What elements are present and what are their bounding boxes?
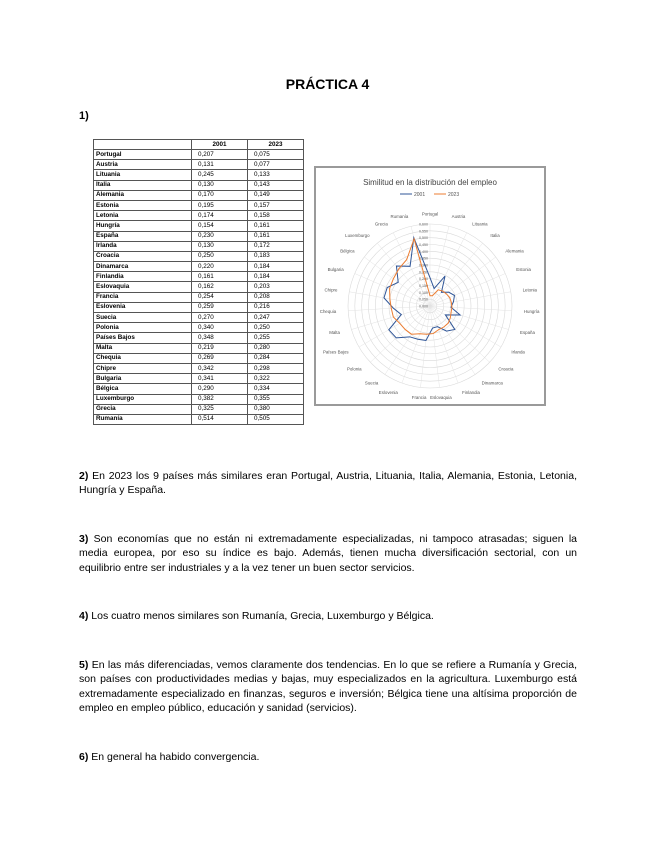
- value-2023-cell: 0,216: [248, 302, 304, 312]
- value-2001-cell: 0,250: [192, 251, 248, 261]
- value-2023-cell: 0,077: [248, 160, 304, 170]
- answer-2: [79, 469, 577, 498]
- value-2001-cell: 0,269: [192, 353, 248, 363]
- answer-text: En las más diferenciadas, vemos claramente dos tendencias. En lo que se refiere a Rumanía y Grecia, son países con productividades medias y bajas, muy especializados en la agricultura. Luxemburgo está extremadamente especializado en finanzas, seguros e inversión; Bélgica tiene una altísima proporción de empleo en empleo público, educación y sanidad (servicios).: [79, 659, 577, 715]
- value-2023-cell: 0,183: [248, 251, 304, 261]
- value-2023-cell: 0,505: [248, 414, 304, 424]
- answer-5: [79, 658, 577, 716]
- category-label: Portugal: [421, 211, 439, 217]
- category-label: Croacia: [498, 366, 514, 372]
- category-label: Grecia: [374, 221, 388, 227]
- category-label: Países Bajos: [322, 349, 349, 355]
- country-cell: Grecia: [94, 404, 192, 414]
- category-label: Irlanda: [511, 349, 525, 355]
- table-row: [94, 150, 304, 160]
- value-2001-cell: 0,325: [192, 404, 248, 414]
- value-2023-cell: 0,158: [248, 211, 304, 221]
- country-cell: Rumanía: [94, 414, 192, 424]
- table-row: [94, 200, 304, 210]
- country-cell: Suecia: [94, 313, 192, 323]
- answer-number: 2): [79, 470, 89, 482]
- value-2001-cell: 0,174: [192, 211, 248, 221]
- country-cell: Luxemburgo: [94, 394, 192, 404]
- table-row: [94, 241, 304, 251]
- axis-tick-label: 0,450: [419, 243, 428, 247]
- table-row: [94, 282, 304, 292]
- category-label: Hungría: [523, 308, 540, 314]
- country-cell: Irlanda: [94, 241, 192, 251]
- category-label: Eslovaquia: [430, 394, 452, 400]
- value-2023-cell: 0,284: [248, 353, 304, 363]
- answer-text: Son economías que no están ni extremadamente especializadas, ni tampoco atrasadas; siguen la media europea, por eso su índice es bajo. Además, tienen mucha diversificación sectorial, con un equilibrio entre ser industriales y a la vez tener un buen sector servicios.: [79, 533, 577, 574]
- table-row: [94, 313, 304, 323]
- category-label: España: [520, 329, 535, 335]
- header-country: [94, 140, 192, 150]
- value-2001-cell: 0,154: [192, 221, 248, 231]
- value-2001-cell: 0,207: [192, 150, 248, 160]
- category-label: Alemania: [505, 248, 524, 254]
- value-2001-cell: 0,170: [192, 190, 248, 200]
- category-label: Finlandia: [462, 389, 480, 395]
- value-2001-cell: 0,230: [192, 231, 248, 241]
- answer-number: 4): [79, 610, 89, 622]
- country-cell: España: [94, 231, 192, 241]
- table-row: [94, 211, 304, 221]
- value-2001-cell: 0,130: [192, 180, 248, 190]
- chart-title: Similitud en la distribución del empleo: [363, 178, 497, 187]
- country-cell: Austria: [94, 160, 192, 170]
- axis-tick-label: 0,500: [419, 236, 428, 241]
- value-2023-cell: 0,355: [248, 394, 304, 404]
- table-row: [94, 292, 304, 302]
- value-2001-cell: 0,131: [192, 160, 248, 170]
- spoke-line: [430, 306, 458, 383]
- value-2023-cell: 0,184: [248, 272, 304, 282]
- value-2001-cell: 0,342: [192, 363, 248, 373]
- value-2023-cell: 0,247: [248, 313, 304, 323]
- spoke-line: [351, 306, 430, 330]
- value-2001-cell: 0,220: [192, 262, 248, 272]
- table-row: [94, 353, 304, 363]
- value-2023-cell: 0,334: [248, 384, 304, 394]
- country-cell: Dinamarca: [94, 262, 192, 272]
- table-row: [94, 231, 304, 241]
- country-cell: Países Bajos: [94, 333, 192, 343]
- axis-tick-label: 0,100: [419, 290, 428, 295]
- axis-tick-label: 0,200: [419, 277, 428, 282]
- table-row: [94, 384, 304, 394]
- table-row: [94, 302, 304, 312]
- category-label: Suecia: [364, 380, 379, 386]
- axis-tick-label: 0,000: [419, 304, 428, 309]
- axis-tick-label: 0,400: [419, 249, 428, 254]
- page-title: PRÁCTICA 4: [285, 76, 370, 92]
- country-cell: Eslovenia: [94, 302, 192, 312]
- answer-text: Los cuatro menos similares son Rumanía, Grecia, Luxemburgo y Bélgica.: [91, 610, 434, 622]
- answer-number: 3): [79, 533, 89, 545]
- table-row: [94, 374, 304, 384]
- value-2001-cell: 0,162: [192, 282, 248, 292]
- value-2023-cell: 0,161: [248, 221, 304, 231]
- category-label: Bulgaria: [327, 267, 344, 273]
- value-2023-cell: 0,161: [248, 231, 304, 241]
- country-cell: Bulgaria: [94, 374, 192, 384]
- category-label: Chequia: [319, 308, 337, 314]
- axis-tick-label: 0,600: [419, 222, 428, 227]
- country-cell: Letonia: [94, 211, 192, 221]
- table-row: [94, 272, 304, 282]
- value-2001-cell: 0,382: [192, 394, 248, 404]
- value-2023-cell: 0,133: [248, 170, 304, 180]
- table-row: [94, 251, 304, 261]
- value-2001-cell: 0,270: [192, 313, 248, 323]
- legend-2001-label: 2001: [414, 192, 426, 198]
- answer-6: [79, 750, 577, 764]
- spoke-line: [402, 306, 430, 383]
- spoke-line: [430, 306, 509, 330]
- country-cell: Polonia: [94, 323, 192, 333]
- table-row: [94, 180, 304, 190]
- value-2023-cell: 0,380: [248, 404, 304, 414]
- country-cell: Bélgica: [94, 384, 192, 394]
- value-2001-cell: 0,348: [192, 333, 248, 343]
- answer-number: 6): [79, 751, 89, 763]
- table-row: [94, 262, 304, 272]
- axis-tick-label: 0,250: [419, 270, 428, 275]
- table-row: [94, 170, 304, 180]
- country-cell: Estonia: [94, 200, 192, 210]
- value-2001-cell: 0,254: [192, 292, 248, 302]
- spoke-line: [359, 306, 430, 347]
- category-label: Polonia: [346, 366, 362, 372]
- country-cell: Italia: [94, 180, 192, 190]
- value-2023-cell: 0,172: [248, 241, 304, 251]
- category-label: Austria: [451, 213, 466, 219]
- value-2023-cell: 0,184: [248, 262, 304, 272]
- answer-text: En 2023 los 9 países más similares eran Portugal, Austria, Lituania, Italia, Alemania, Estonia, Letonia, Hungría y España.: [79, 470, 577, 497]
- country-cell: Croacia: [94, 251, 192, 261]
- value-2001-cell: 0,245: [192, 170, 248, 180]
- value-2001-cell: 0,130: [192, 241, 248, 251]
- country-cell: Lituania: [94, 170, 192, 180]
- question-1-label: 1): [79, 110, 89, 122]
- spoke-line: [430, 274, 505, 306]
- table-row: [94, 404, 304, 414]
- country-cell: Eslovaquia: [94, 282, 192, 292]
- value-2023-cell: 0,250: [248, 323, 304, 333]
- spoke-line: [430, 233, 467, 306]
- axis-tick-label: 0,550: [419, 229, 428, 234]
- answer-4: [79, 609, 577, 623]
- table-row: [94, 190, 304, 200]
- radar-chart: [314, 166, 546, 406]
- axis-tick-label: 0,150: [419, 284, 428, 288]
- country-cell: Alemania: [94, 190, 192, 200]
- country-cell: Francia: [94, 292, 192, 302]
- category-label: Italia: [490, 233, 500, 239]
- table-row: [94, 160, 304, 170]
- table-row: [94, 333, 304, 343]
- country-cell: Chipre: [94, 363, 192, 373]
- table-row: [94, 394, 304, 404]
- value-2023-cell: 0,157: [248, 200, 304, 210]
- value-2023-cell: 0,203: [248, 282, 304, 292]
- value-2001-cell: 0,195: [192, 200, 248, 210]
- answer-number: 5): [79, 659, 89, 671]
- category-label: Francia: [411, 394, 427, 400]
- country-cell: Portugal: [94, 150, 192, 160]
- value-2001-cell: 0,514: [192, 414, 248, 424]
- value-2023-cell: 0,298: [248, 363, 304, 373]
- category-label: Bélgica: [340, 248, 355, 254]
- legend-2023-label: 2023: [448, 192, 460, 198]
- value-2001-cell: 0,290: [192, 384, 248, 394]
- value-2023-cell: 0,255: [248, 333, 304, 343]
- axis-tick-label: 0,350: [419, 256, 428, 261]
- table-row: [94, 323, 304, 333]
- category-label: Rumanía: [390, 213, 409, 219]
- table-row: [94, 343, 304, 353]
- category-label: Luxemburgo: [345, 233, 370, 239]
- table-row: [94, 414, 304, 424]
- value-2023-cell: 0,280: [248, 343, 304, 353]
- category-label: Chipre: [324, 287, 338, 293]
- answer-3: [79, 532, 577, 575]
- spoke-line: [430, 292, 511, 306]
- category-label: Eslovenia: [378, 389, 398, 395]
- value-2023-cell: 0,075: [248, 150, 304, 160]
- axis-tick-label: 0,050: [419, 297, 428, 302]
- value-2023-cell: 0,208: [248, 292, 304, 302]
- table-row: [94, 221, 304, 231]
- value-2001-cell: 0,161: [192, 272, 248, 282]
- country-cell: Chequia: [94, 353, 192, 363]
- category-label: Estonia: [516, 267, 531, 273]
- spoke-line: [430, 306, 501, 347]
- country-cell: Hungría: [94, 221, 192, 231]
- header-2023: 2023: [248, 140, 304, 150]
- category-label: Lituania: [472, 221, 488, 227]
- radar-chart-svg: [316, 168, 544, 404]
- table-row: [94, 363, 304, 373]
- similarity-table: [93, 139, 304, 425]
- header-2001: 2001: [192, 140, 248, 150]
- category-label: Letonia: [522, 287, 537, 293]
- category-label: Dinamarca: [481, 380, 503, 386]
- value-2001-cell: 0,219: [192, 343, 248, 353]
- category-label: Malta: [329, 329, 340, 335]
- value-2001-cell: 0,259: [192, 302, 248, 312]
- value-2023-cell: 0,143: [248, 180, 304, 190]
- axis-tick-label: 0,300: [419, 263, 428, 268]
- value-2023-cell: 0,149: [248, 190, 304, 200]
- answer-text: En general ha habido convergencia.: [91, 751, 260, 763]
- country-cell: Finlandia: [94, 272, 192, 282]
- value-2001-cell: 0,341: [192, 374, 248, 384]
- value-2001-cell: 0,340: [192, 323, 248, 333]
- country-cell: Malta: [94, 343, 192, 353]
- table-header-row: [94, 140, 304, 150]
- value-2023-cell: 0,322: [248, 374, 304, 384]
